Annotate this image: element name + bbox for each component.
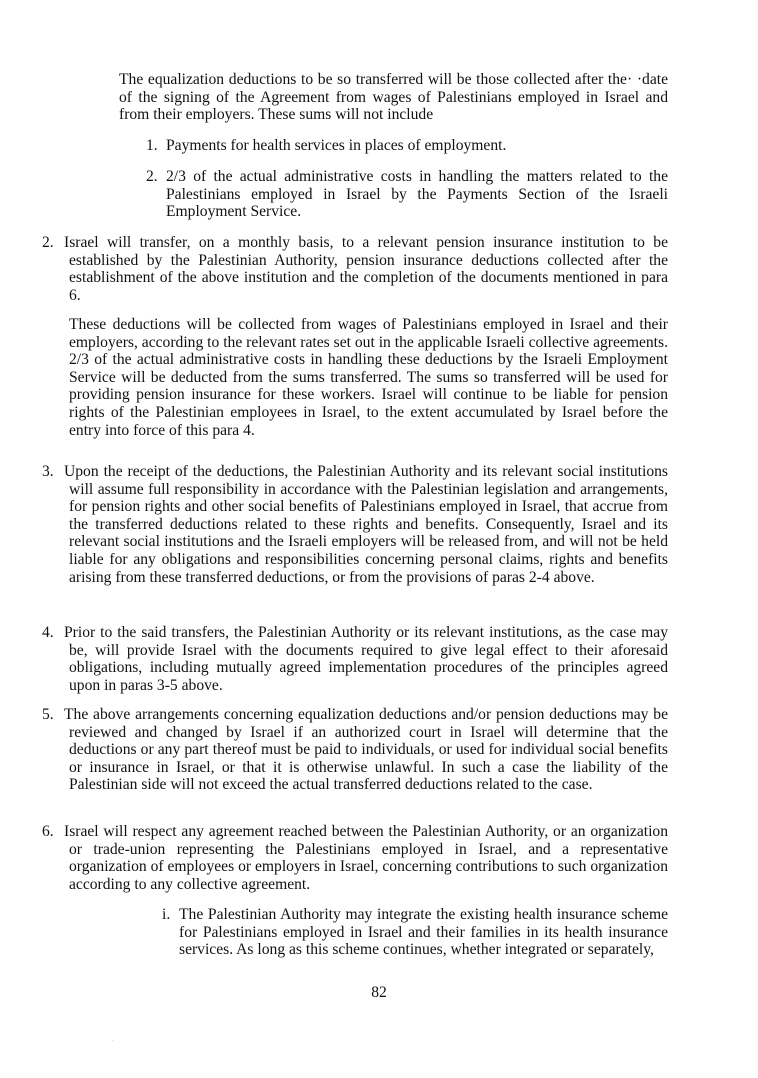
scan-speck bbox=[112, 1040, 113, 1041]
sublist-number: 1. bbox=[146, 137, 158, 154]
section-item-5 bbox=[42, 706, 668, 794]
subsection-item-i bbox=[162, 906, 668, 959]
section-text: The above arrangements concerning equalization deductions and/or pension deductions may be reviewed and changed by Israel if an authorized court in Israel will determine that the deductions or any part thereof must be paid to individuals, or used for individual social benefits or insurance in Israel, or that it is otherwise unlawful. In such a case the liability of the Palestinian side will not exceed the actual transferred deductions related to the case. bbox=[64, 706, 668, 794]
section-continuation-paragraph: These deductions will be collected from wages of Palestinians employed in Israel and their employers, according to the relevant rates set out in the applicable Israeli collective agreements. 2/3 of the actual administrative costs in handling these deductions by the Israeli Employment Service will be deducted from the sums transferred. The sums so transferred will be used for providing pension insurance for these workers. Israel will continue to be liable for pension rights of the Palestinian employees in Israel, to the extent accumulated by Israel before the entry into force of this para 4. bbox=[69, 316, 668, 439]
section-item-2 bbox=[42, 234, 668, 304]
subsection-text: The Palestinian Authority may integrate the existing health insurance scheme for Palestinians employed in Israel and their families in its health insurance services. As long as this scheme continues, whether integrated or separately, bbox=[179, 906, 668, 959]
section-number: 6. bbox=[42, 823, 54, 840]
sublist-text: Payments for health services in places of employment. bbox=[166, 137, 507, 154]
section-item-6 bbox=[42, 823, 668, 893]
section-number: 5. bbox=[42, 706, 54, 723]
section-text: Israel will respect any agreement reached between the Palestinian Authority, or an organization or trade-union representing the Palestinians employed in Israel, and a representative organization of employees or employers in Israel, concerning contributions to such organization according to any collective agreement. bbox=[64, 823, 668, 893]
section-text: Israel will transfer, on a monthly basis, to a relevant pension insurance institution to be established by the Palestinian Authority, pension insurance deductions collected after the establishment of the above institution and the completion of the documents mentioned in para 6. bbox=[64, 234, 668, 304]
sublist-item-1 bbox=[146, 137, 668, 155]
section-item-4 bbox=[42, 624, 668, 694]
section-text: Prior to the said transfers, the Palestinian Authority or its relevant institutions, as the case may be, will provide Israel with the documents required to give legal effect to their aforesaid obligations, including mutually agreed implementation procedures of the principles agreed upon in paras 3-5 above. bbox=[64, 624, 668, 694]
section-number: 3. bbox=[42, 463, 54, 480]
intro-paragraph: The equalization deductions to be so transferred will be those collected after the· ·date of the signing of the Agreement from wages of Palestinians employed in Israel and from their employers. These sums will not include bbox=[119, 71, 668, 124]
sublist-item-2 bbox=[146, 168, 668, 221]
sublist-text: 2/3 of the actual administrative costs in handling the matters related to the Palestinians employed in Israel by the Payments Section of the Israeli Employment Service. bbox=[166, 168, 668, 221]
section-text: Upon the receipt of the deductions, the Palestinian Authority and its relevant social institutions will assume full responsibility in accordance with the Palestinian legislation and arrangements, for pension rights and other social benefits of Palestinians employed in Israel, that accrue from the transferred deductions related to these rights and benefits. Consequently, Israel and its relevant social institutions and the Israeli employers will be released from, and will not be held liable for any obligations and responsibilities concerning personal claims, rights and benefits arising from these transferred deductions, or from the provisions of paras 2-4 above. bbox=[64, 463, 668, 586]
sublist-number: 2. bbox=[146, 168, 158, 185]
section-number: 2. bbox=[42, 234, 54, 251]
section-number: 4. bbox=[42, 624, 54, 641]
subsection-number: i. bbox=[162, 906, 171, 923]
section-item-3 bbox=[42, 463, 668, 586]
page-number: 82 bbox=[371, 984, 387, 1001]
